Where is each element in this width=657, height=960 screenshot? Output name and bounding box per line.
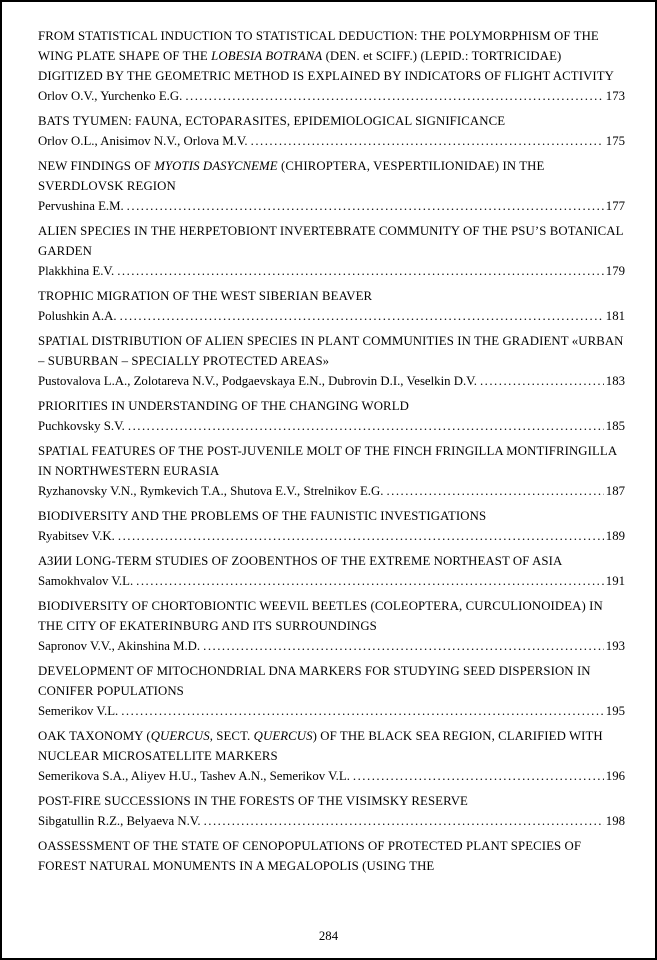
toc-entry <box>38 396 625 436</box>
dot-leader <box>386 481 603 501</box>
entry-title <box>38 791 625 811</box>
entry-page-number: 187 <box>605 484 625 498</box>
title-segment: АЗИИ LONG-TERM STUDIES OF ZOOBENTHOS OF THE EXTREME NORTHEAST OF ASIA <box>38 554 563 568</box>
toc-entry <box>38 156 625 216</box>
dot-leader <box>203 636 604 656</box>
entry-page-number: 185 <box>605 419 625 433</box>
entry-authors: Puchkovsky S.V. <box>38 419 125 433</box>
entry-authors: Sapronov V.V., Akinshina M.D. <box>38 639 201 653</box>
entry-title <box>38 551 625 571</box>
title-segment: POST-FIRE SUCCESSIONS IN THE FORESTS OF THE VISIMSKY RESERVE <box>38 794 468 808</box>
toc-entry <box>38 836 625 876</box>
title-segment-italic: QUERCUS <box>150 729 210 743</box>
toc-entry <box>38 726 625 786</box>
entry-title <box>38 331 625 371</box>
entry-authors-line <box>38 481 625 501</box>
title-segment-italic: LOBESIA BOTRANA <box>211 49 323 63</box>
entry-authors: Semerikova S.A., Aliyev H.U., Tashev A.N., Semerikov V.L. <box>38 769 350 783</box>
toc-entry <box>38 221 625 281</box>
title-segment: BIODIVERSITY AND THE PROBLEMS OF THE FAUNISTIC INVESTIGATIONS <box>38 509 487 523</box>
title-segment: (CHIROPTERA, VESPERTILIONIDAE) IN THE SVERDLOVSK REGION <box>38 159 545 193</box>
dot-leader <box>480 371 604 391</box>
entry-authors: Polushkin A.A. <box>38 309 117 323</box>
title-segment-italic: QUERCUS <box>253 729 313 743</box>
toc-entry <box>38 111 625 151</box>
entry-page-number: 196 <box>605 769 625 783</box>
entry-title <box>38 156 625 196</box>
page-number: 284 <box>2 929 655 944</box>
entry-authors: Plakkhina E.V. <box>38 264 115 278</box>
toc-entry <box>38 286 625 326</box>
entry-authors: Pervushina E.M. <box>38 199 124 213</box>
entry-authors: Ryabitsev V.K. <box>38 529 115 543</box>
entry-title <box>38 286 625 306</box>
entry-authors-line <box>38 86 625 106</box>
entry-authors: Semerikov V.L. <box>38 704 119 718</box>
dot-leader <box>117 261 604 281</box>
dot-leader <box>251 131 604 151</box>
entry-authors-line <box>38 811 625 831</box>
entry-authors: Sibgatullin R.Z., Belyaeva N.V. <box>38 814 201 828</box>
toc-entry <box>38 551 625 591</box>
dot-leader <box>353 766 604 786</box>
entry-authors: Samokhvalov V.L. <box>38 574 134 588</box>
entry-authors-line <box>38 131 625 151</box>
entry-page-number: 179 <box>605 264 625 278</box>
dot-leader <box>127 196 604 216</box>
dot-leader <box>118 526 604 546</box>
entry-title <box>38 596 625 636</box>
entry-page-number: 193 <box>605 639 625 653</box>
title-segment-italic: MYOTIS DASYCNEME <box>154 159 278 173</box>
entry-title <box>38 441 625 481</box>
toc-entry <box>38 791 625 831</box>
title-segment: OASSESSMENT OF THE STATE OF CENOPOPULATIONS OF PROTECTED PLANT SPECIES OF FOREST NATURAL MONUMENTS IN A MEGALOPOLIS (USING THE <box>38 839 582 873</box>
toc-entry <box>38 331 625 391</box>
entry-page-number: 181 <box>605 309 625 323</box>
title-segment: TROPHIC MIGRATION OF THE WEST SIBERIAN BEAVER <box>38 289 373 303</box>
entry-authors-line <box>38 526 625 546</box>
entry-page-number: 195 <box>605 704 625 718</box>
title-segment: OAK TAXONOMY ( <box>38 729 151 743</box>
entry-title <box>38 26 625 86</box>
entry-authors-line <box>38 261 625 281</box>
toc-entry <box>38 506 625 546</box>
entry-page-number: 177 <box>605 199 625 213</box>
entry-title <box>38 661 625 701</box>
entry-authors-line <box>38 306 625 326</box>
title-segment: FROM STATISTICAL INDUCTION TO STATISTICAL DEDUCTION: THE POLYMORPHISM OF THE WING PLATE SHAPE OF THE <box>38 29 599 63</box>
entry-authors-line <box>38 416 625 436</box>
toc-entry <box>38 661 625 721</box>
toc-entry <box>38 596 625 656</box>
entry-authors: Orlov O.L., Anisimov N.V., Orlova M.V. <box>38 134 248 148</box>
dot-leader <box>120 306 604 326</box>
entry-title <box>38 111 625 131</box>
title-segment: SPATIAL FEATURES OF THE POST-JUVENILE MOLT OF THE FINCH FRINGILLA MONTIFRINGILLA IN NORTHWESTERN EURASIA <box>38 444 617 478</box>
title-segment: SPATIAL DISTRIBUTION OF ALIEN SPECIES IN PLANT COMMUNITIES IN THE GRADIENT «URBAN – SUBURBAN – SPECIALLY PROTECTED AREAS» <box>38 334 624 368</box>
dot-leader <box>204 811 604 831</box>
title-segment: (DEN. et SCIFF.) (LEPID.: TORTRICIDAE) DIGITIZED BY THE GEOMETRIC METHOD IS EXPLAINED BY INDICATORS OF FLIGHT ACTIVITY <box>38 49 615 83</box>
title-segment: DEVELOPMENT OF MITOCHONDRIAL DNA MARKERS FOR STUDYING SEED DISPERSION IN CONIFER POPULATIONS <box>38 664 591 698</box>
entry-authors: Orlov O.V., Yurchenko E.G. <box>38 89 183 103</box>
entry-page-number: 198 <box>605 814 625 828</box>
entry-title <box>38 506 625 526</box>
title-segment: NEW FINDINGS OF <box>38 159 155 173</box>
entry-page-number: 183 <box>605 374 625 388</box>
entry-authors: Pustovalova L.A., Zolotareva N.V., Podgaevskaya E.N., Dubrovin D.I., Veselkin D.V. <box>38 374 477 388</box>
dot-leader <box>128 416 604 436</box>
title-segment: BATS TYUMEN: FAUNA, ECTOPARASITES, EPIDEMIOLOGICAL SIGNIFICANCE <box>38 114 506 128</box>
toc-entries <box>38 26 625 906</box>
entry-authors-line <box>38 701 625 721</box>
entry-authors-line <box>38 766 625 786</box>
entry-title <box>38 726 625 766</box>
entry-page-number: 173 <box>605 89 625 103</box>
dot-leader <box>136 571 604 591</box>
entry-authors-line <box>38 571 625 591</box>
entry-authors-line <box>38 196 625 216</box>
entry-authors-line <box>38 371 625 391</box>
entry-title <box>38 221 625 261</box>
dot-leader <box>185 86 603 106</box>
title-segment: ) OF THE BLACK SEA REGION, CLARIFIED WITH NUCLEAR MICROSATELLITE MARKERS <box>38 729 603 763</box>
entry-authors: Ryzhanovsky V.N., Rymkevich T.A., Shutova E.V., Strelnikov E.G. <box>38 484 384 498</box>
entry-authors-line <box>38 636 625 656</box>
entry-page-number: 191 <box>605 574 625 588</box>
toc-entry <box>38 441 625 501</box>
entry-page-number: 175 <box>605 134 625 148</box>
entry-title <box>38 396 625 416</box>
title-segment: BIODIVERSITY OF CHORTOBIONTIC WEEVIL BEETLES (COLEOPTERA, CURCULIONOIDEA) IN THE CITY OF EKATERINBURG AND ITS SURROUNDINGS <box>38 599 603 633</box>
entry-page-number: 189 <box>605 529 625 543</box>
dot-leader <box>121 701 604 721</box>
title-segment: PRIORITIES IN UNDERSTANDING OF THE CHANGING WORLD <box>38 399 409 413</box>
title-segment: , SECT. <box>209 729 254 743</box>
entry-title <box>38 836 625 876</box>
title-segment: ALIEN SPECIES IN THE HERPETOBIONT INVERTEBRATE COMMUNITY OF THE PSU’S BOTANICAL GARDEN <box>38 224 624 258</box>
toc-entry <box>38 26 625 106</box>
